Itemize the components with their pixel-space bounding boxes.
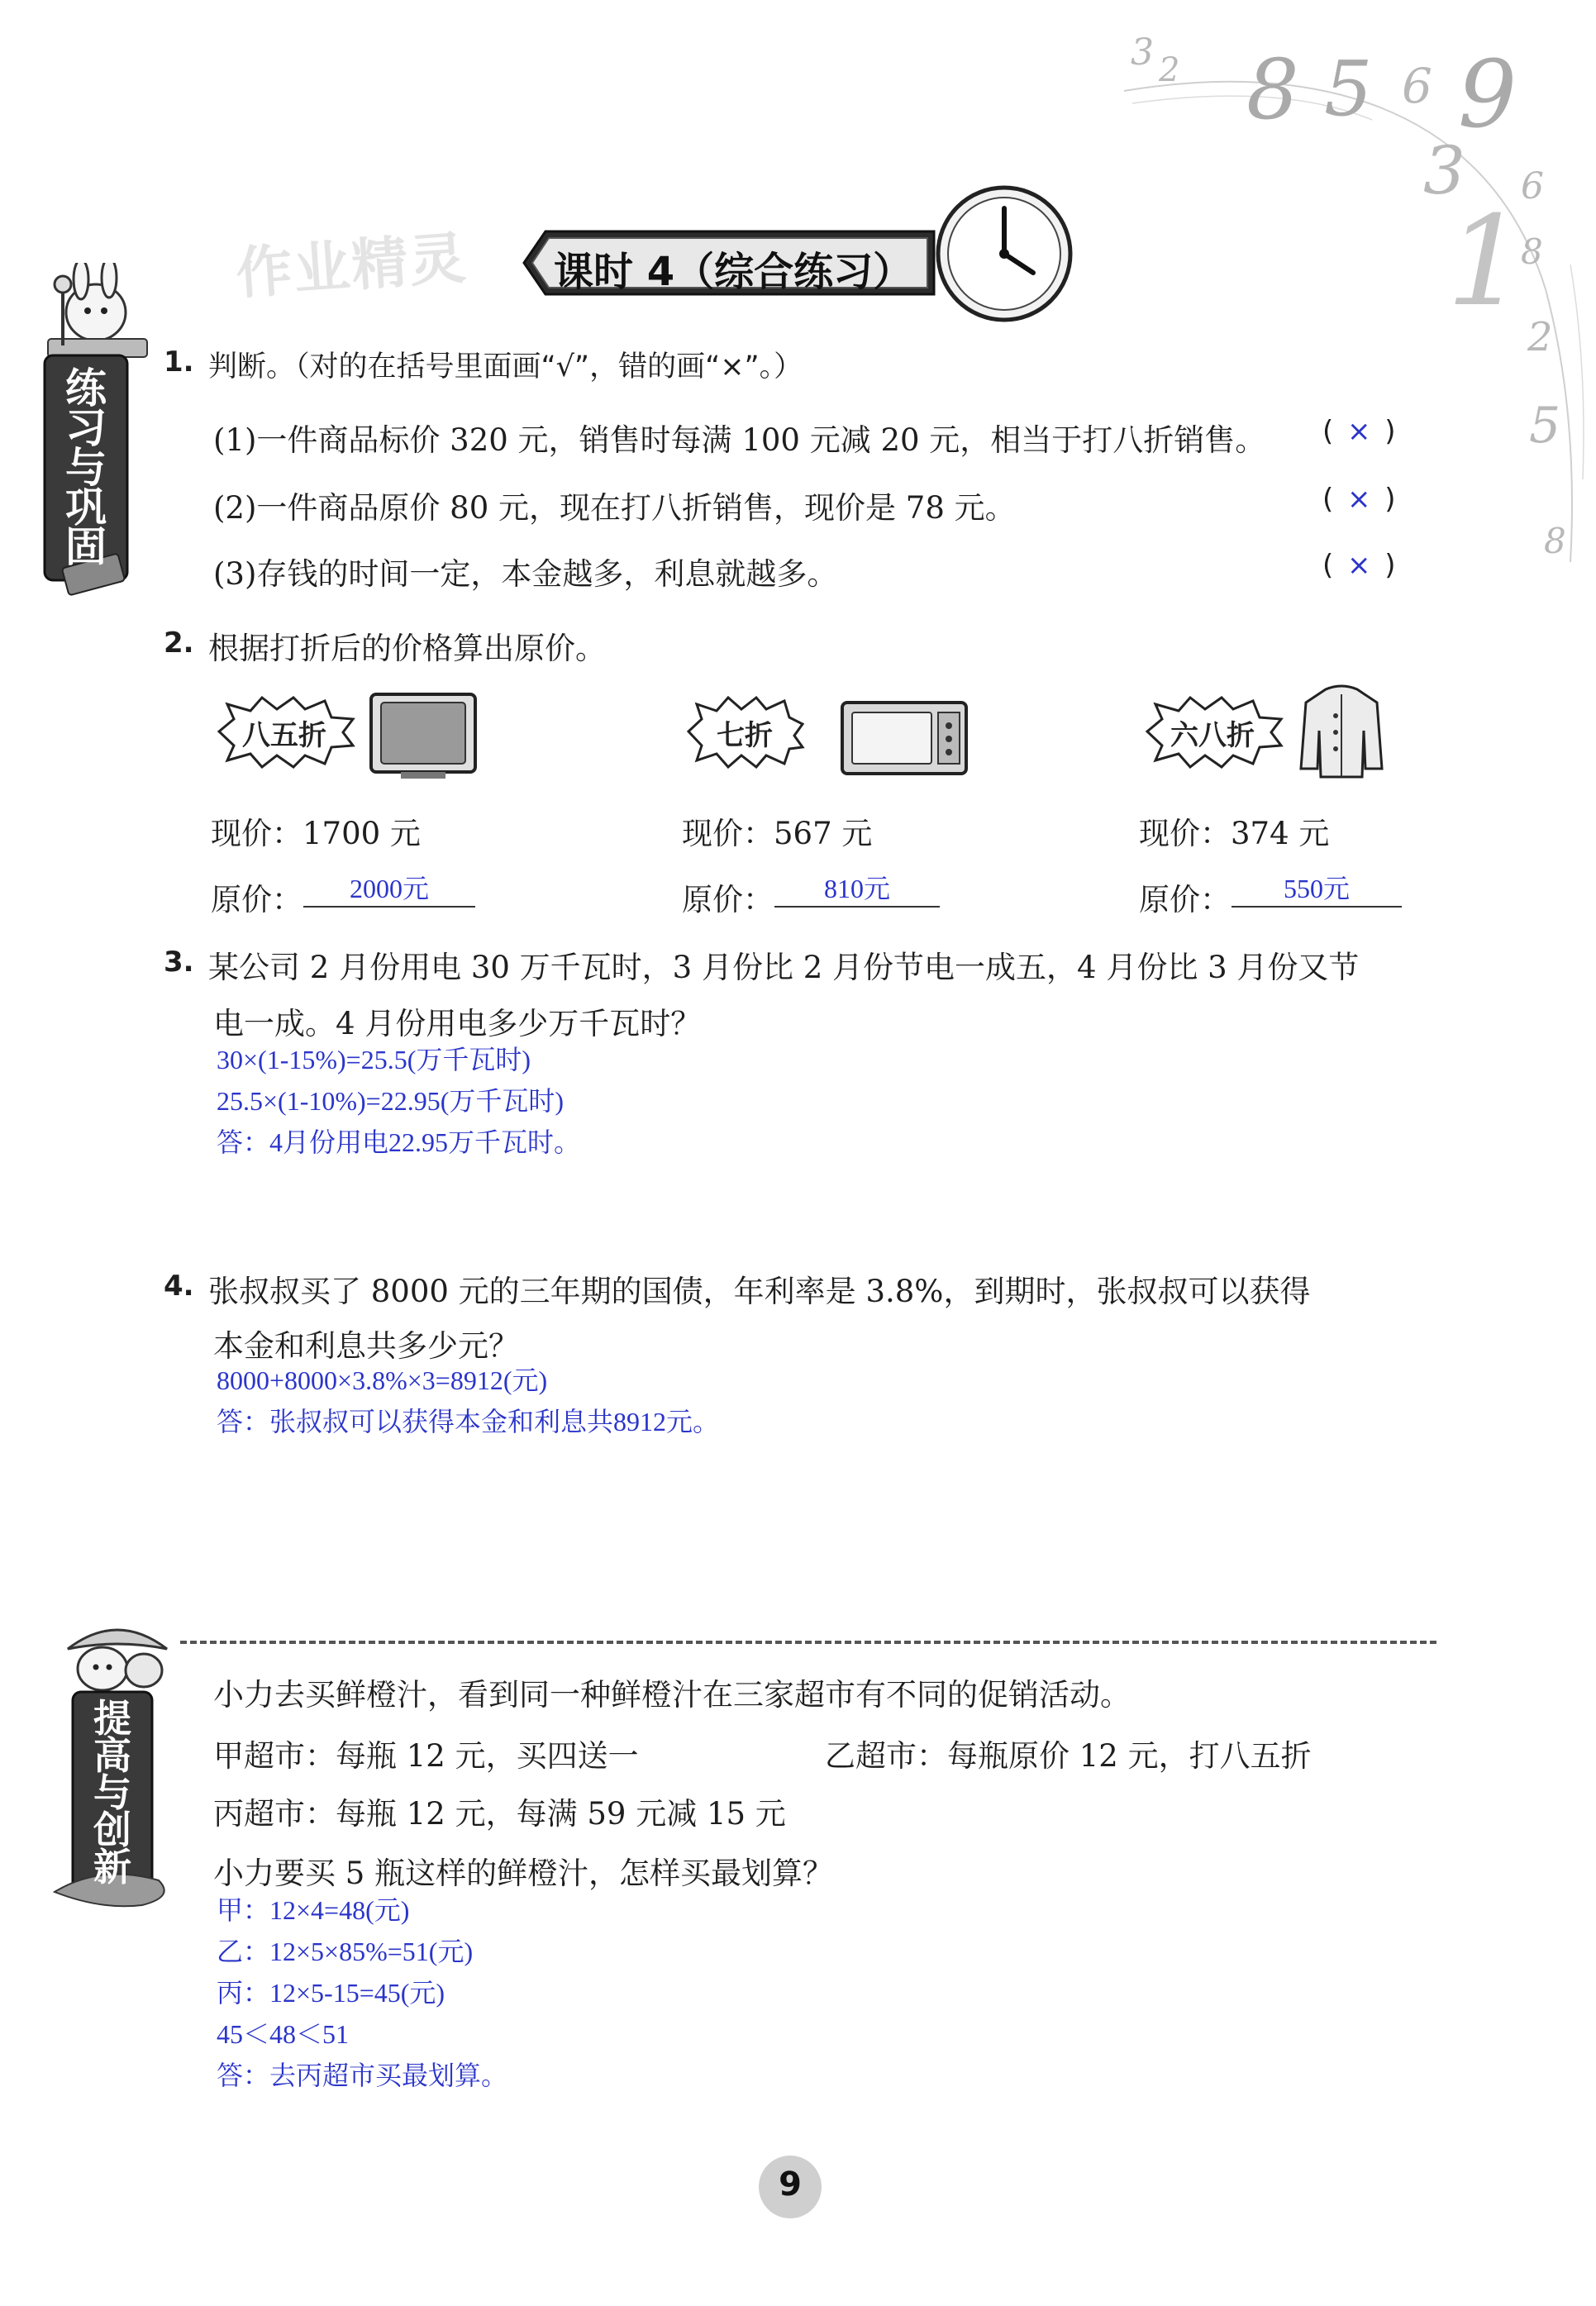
page-number: 9 [779,2165,802,2204]
answer-line: 30×(1-15%)=25.5(万千瓦时) [217,1045,531,1074]
question-prompt: 判断。（对的在括号里面画“√”，错的画“×”。） [208,350,803,384]
deco-digit: 3 [1131,31,1154,74]
watermark: 作业精灵 [234,226,469,307]
current-price: 现价：1700 元 [211,816,421,851]
discount-label: 七折 [717,719,773,752]
discount-item [1139,694,1569,917]
extension-intro: 小力去买鲜橙汁，看到同一种鲜橙汁在三家超市有不同的促销活动。 [213,1677,1131,1713]
original-price-blank [774,868,940,908]
deco-digit: 2 [1159,51,1180,89]
deco-digit: 5 [1529,397,1561,455]
deco-digit: 3 [1423,132,1465,209]
deco-digit: 9 [1458,41,1517,149]
answer-line: 答：4月份用电22.95万千瓦时。 [217,1127,581,1157]
original-price-answer: 550元 [1283,874,1350,903]
answer-line: 甲：12×4=48(元) [217,1895,410,1925]
store-a-offer: 甲超市：每瓶 12 元，买四送一 [213,1738,639,1774]
discount-label: 八五折 [242,719,326,752]
lesson-title-banner [521,225,950,301]
extension-question: 小力要买 5 瓶这样的鲜橙汁，怎样买最划算？ [213,1856,834,1891]
judgement-item-text: (3)存钱的时间一定，本金越多，利息就越多。 [213,556,838,592]
discount-item [682,694,1112,917]
practice-badge-label: 练习与巩固 [65,364,107,571]
deco-digit: 8 [1544,521,1566,561]
improve-badge-label: 提高与创新 [93,1696,131,1889]
answer-line: 答：张叔叔可以获得本金和利息共8912元。 [217,1407,720,1436]
deco-digit: 1 [1446,190,1526,334]
deco-digit: 8 [1246,41,1299,138]
discount-label: 六八折 [1170,719,1255,752]
tv-icon [368,691,484,782]
original-price-answer: 810元 [823,874,890,903]
question-number: 2. [164,627,194,660]
original-price-blank [1232,868,1402,908]
store-c-offer: 丙超市：每瓶 12 元，每满 59 元减 15 元 [213,1796,786,1832]
discount-item [211,694,641,917]
judgement-mark: × [1347,483,1371,516]
question-number: 3. [164,946,194,979]
deco-digit: 6 [1402,58,1432,114]
coat-icon [1296,683,1387,782]
judgement-answer: ( × ) [1322,483,1396,516]
original-price-answer: 2000元 [349,874,429,903]
answer-line: 乙：12×5×85%=51(元) [217,1937,474,1966]
judgement-mark: × [1347,415,1371,448]
original-price-label: 原价： [1139,882,1231,917]
question-text-line: 某公司 2 月份用电 30 万千瓦时，3 月份比 2 月份节电一成五，4 月份比 3 月份又节 [208,950,1360,985]
judgement-item-text: (1)一件商品标价 320 元，销售时每满 100 元减 20 元，相当于打八折销售。 [213,422,1266,458]
question-text-line: 张叔叔买了 8000 元的三年期的国债，年利率是 3.8%，到期时，张叔叔可以获得 [208,1274,1311,1309]
practice-badge [15,263,155,602]
current-price: 现价：567 元 [682,816,873,851]
improve-badge [51,1616,183,1913]
microwave-icon [839,699,971,782]
judgement-answer: ( × ) [1322,549,1396,582]
deco-digit: 5 [1324,45,1373,133]
question-number: 4. [164,1270,194,1303]
deco-digit: 8 [1521,231,1543,272]
judgement-mark: × [1347,549,1371,582]
lesson-title: 课时 4（综合练习） [554,249,913,295]
answer-line: 8000+8000×3.8%×3=8912(元) [217,1365,548,1395]
deco-digit: 2 [1527,314,1553,360]
question-text-line: 电一成。4 月份用电多少万千瓦时？ [213,1006,702,1041]
question-number: 1. [164,345,194,379]
answer-line: 答：去丙超市买最划算。 [217,2061,508,2090]
answer-line: 丙：12×5-15=45(元) [217,1978,445,2008]
current-price: 现价：374 元 [1139,816,1330,851]
judgement-answer: ( × ) [1322,415,1396,448]
answer-line: 25.5×(1-10%)=22.95(万千瓦时) [217,1086,565,1116]
section-divider [180,1641,1436,1644]
original-price-label: 原价： [211,882,303,917]
deco-digit: 6 [1521,165,1544,207]
store-b-offer: 乙超市：每瓶原价 12 元，打八五折 [825,1738,1312,1774]
question-prompt: 根据打折后的价格算出原价。 [208,631,606,666]
question-text-line: 本金和利息共多少元？ [213,1328,519,1364]
original-price-blank [303,868,475,908]
clock-icon [934,183,1074,324]
original-price-label: 原价： [682,882,774,917]
judgement-item-text: (2)一件商品原价 80 元，现在打八折销售，现价是 78 元。 [213,490,1016,526]
answer-line: 45＜48＜51 [217,2019,350,2049]
page-number-badge [759,2156,822,2218]
